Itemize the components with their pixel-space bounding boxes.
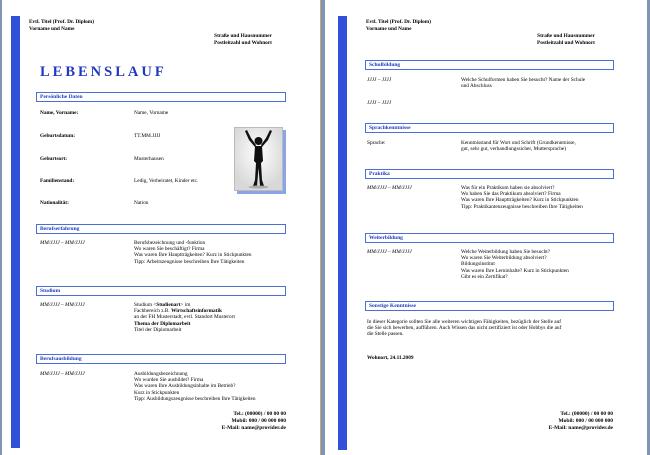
training-date-range: MM/JJJJ – MM/JJJJ (367, 249, 412, 255)
apprenticeship-date-range: MM/JJJJ – MM/JJJJ (40, 371, 85, 377)
label-nationality: Nationalität: (40, 200, 69, 206)
contact-phone: Tel.: (00000) / 00 00 00 (233, 411, 286, 417)
header-name-block (29, 19, 94, 33)
contact-mobile: Mobil: 000 / 00 000 000 (231, 418, 286, 425)
school-date-range: JJJJ – JJJJ (367, 100, 392, 106)
other-skills-line: die Sie sich bewerben, aufführen. Auch Wissen das nicht zertifiziert ist oder Hobbys die auf (367, 325, 562, 332)
internship-line: Wo haben Sie das Praktikum absolviert? Firma (461, 191, 561, 198)
internship-description (461, 185, 643, 210)
internship-date-range: MM/JJJJ – MM/JJJJ (367, 185, 412, 191)
apprenticeship-line: Tipp: Ausbildungszeugnisse beschreiben Ihre Tätigkeiten (134, 395, 256, 402)
training-description (461, 249, 641, 280)
training-line: Welche Weiterbildung haben Sie besucht? (461, 249, 551, 255)
other-skills-line: die Stelle passen. (367, 331, 404, 338)
language-line: Kenntnisstand für Wort und Schrift (Grundkenntnisse, (461, 140, 576, 146)
school-line: Welche Schulformen haben Sie besucht? Name der Schule (461, 77, 586, 83)
work-date-range: MM/JJJJ – MM/JJJJ (40, 240, 85, 246)
header-street: Straße und Hausnummer (214, 33, 272, 39)
other-skills-description (367, 319, 645, 338)
header-name-line: Vorname und Name (29, 26, 75, 32)
training-line: Bildungsinstitut (461, 261, 495, 268)
contact-block (222, 411, 286, 433)
internship-line: Tipp: Praktikantenzeugnisse beschreiben Ihre Tätigkeiten (461, 203, 583, 210)
value-marital-status: Ledig, Verheiratet, Kinder etc. (134, 178, 199, 184)
section-heading-work: Berufserfahrung (36, 224, 286, 234)
language-description (461, 140, 641, 152)
training-line: Gibt es ein Zertifikat? (461, 273, 508, 280)
cv-page-1 (2, 0, 321, 455)
header-name-line: Vorname und Name (366, 26, 412, 32)
language-label: Sprache: (367, 140, 386, 146)
apprenticeship-line: Kurz in Stickpunkten (134, 389, 180, 396)
school-date-range: JJJJ – JJJJ (367, 77, 392, 83)
language-line: gut, sehr gut, verhandlungssicher, Muttersprache) (461, 146, 566, 153)
thesis-title: Titel der Diplomarbeit (134, 326, 182, 333)
apprenticeship-description (134, 371, 319, 402)
contact-email: E-Mail: name@provider.de (221, 425, 286, 432)
section-heading-study: Studium (36, 286, 286, 296)
study-subject: Wirtschaftsinformatik (171, 308, 222, 315)
study-line-text: Studium < (134, 302, 157, 308)
label-name: Name, Vorname: (40, 110, 79, 116)
school-description (461, 77, 641, 89)
contact-block (549, 411, 613, 433)
place-date: Wohnort, 24.11.2009 (367, 355, 414, 361)
internship-line: Was für ein Praktikum haben sie absolviert? (461, 185, 555, 191)
work-line: Was waren Ihre Hauptträgkeiten? Kurz in Stickpunkten (134, 252, 252, 259)
contact-mobile: Mobil: 000 / 00 000 000 (558, 418, 613, 425)
value-name: Name, Vorname (134, 110, 169, 116)
header-street: Straße und Hausnummer (537, 33, 595, 39)
section-heading-languages: Sprachkenntnisse (365, 123, 614, 133)
label-birthdate: Geburtsdatum: (40, 133, 76, 139)
study-line: an der FH Musterstadt, evtl. Standort Musterort (134, 314, 235, 321)
apprenticeship-line: Ausbildungsbezeichnung (134, 371, 188, 377)
study-type: Studienart (156, 302, 181, 308)
person-silhouette-icon (235, 128, 282, 190)
cv-page-2 (325, 0, 647, 455)
work-description (134, 240, 314, 265)
header-address-block (521, 33, 611, 47)
value-nationality: Nation (134, 200, 149, 206)
apprenticeship-line: Wo wurden Sie ausbildet? Firma (134, 377, 204, 384)
value-birthdate: TT.MM.JJJJ (134, 133, 161, 139)
contact-phone: Tel.: (00000) / 00 00 00 (560, 411, 613, 417)
accent-bar (11, 16, 20, 448)
internship-line: Was waren Ihre Hauptträgkeiten? Kurz in Stickpunkten (461, 197, 579, 204)
section-heading-school: Schulbildung (365, 60, 614, 70)
accent-bar (338, 16, 347, 450)
study-line-text: Fachbereich z.B. (134, 308, 172, 315)
training-line: Wo waren Sie Weiterbildung absolviert? (461, 255, 547, 262)
document-title: LEBENSLAUF (40, 64, 167, 80)
section-heading-apprenticeship: Berufsausbildung (36, 354, 286, 364)
section-heading-personal: Persönliche Daten (36, 92, 286, 102)
study-line-text: > im (180, 302, 191, 308)
section-heading-training: Weiterbildung (365, 233, 614, 243)
label-marital-status: Familienstand: (40, 178, 75, 184)
study-date-range: MM/JJJJ – MM/JJJJ (40, 302, 85, 308)
thesis-label: Thema der Diplomarbeit (134, 320, 191, 327)
work-line: Wo waren Sie beschäftigt? Firma (134, 246, 205, 253)
training-line: Was waren Ihre Lerninhalte? Kurz in Stickpunkten (461, 267, 569, 274)
header-title-line: Evtl. Titel (Prof. Dr. Diplom) (366, 19, 431, 25)
header-zip-city: Postleitzahl und Wohnort (537, 40, 595, 46)
profile-photo (234, 127, 283, 191)
header-name-block (366, 19, 431, 33)
contact-email: E-Mail: name@provider.de (548, 425, 613, 432)
value-birthplace: Musterhausen (134, 156, 164, 162)
other-skills-line: In dieser Kategorie sollten Sie alle weiteren wichtigen Fähigkeiten, bezüglich der Stelle auf (367, 319, 562, 325)
section-heading-other-skills: Sonstige Kenntnisse (365, 301, 614, 311)
header-title-line: Evtl. Titel (Prof. Dr. Diplom) (29, 19, 94, 25)
study-description (134, 302, 314, 333)
header-zip-city: Postleitzahl und Wohnort (214, 40, 272, 46)
section-heading-internships: Praktika (365, 169, 614, 179)
school-line: und Abschluss (461, 83, 492, 90)
label-birthplace: Geburtsort: (40, 156, 68, 162)
work-line: Berufsbezeichnung und -funktion (134, 240, 206, 246)
header-address-block (198, 33, 288, 47)
work-line: Tipp: Arbeitszeugnisse beschreiben Ihre Tätigkeiten (134, 258, 245, 265)
apprenticeship-line: Was waren Ihre Ausbildungsinhalte im Betrieb? (134, 383, 236, 390)
